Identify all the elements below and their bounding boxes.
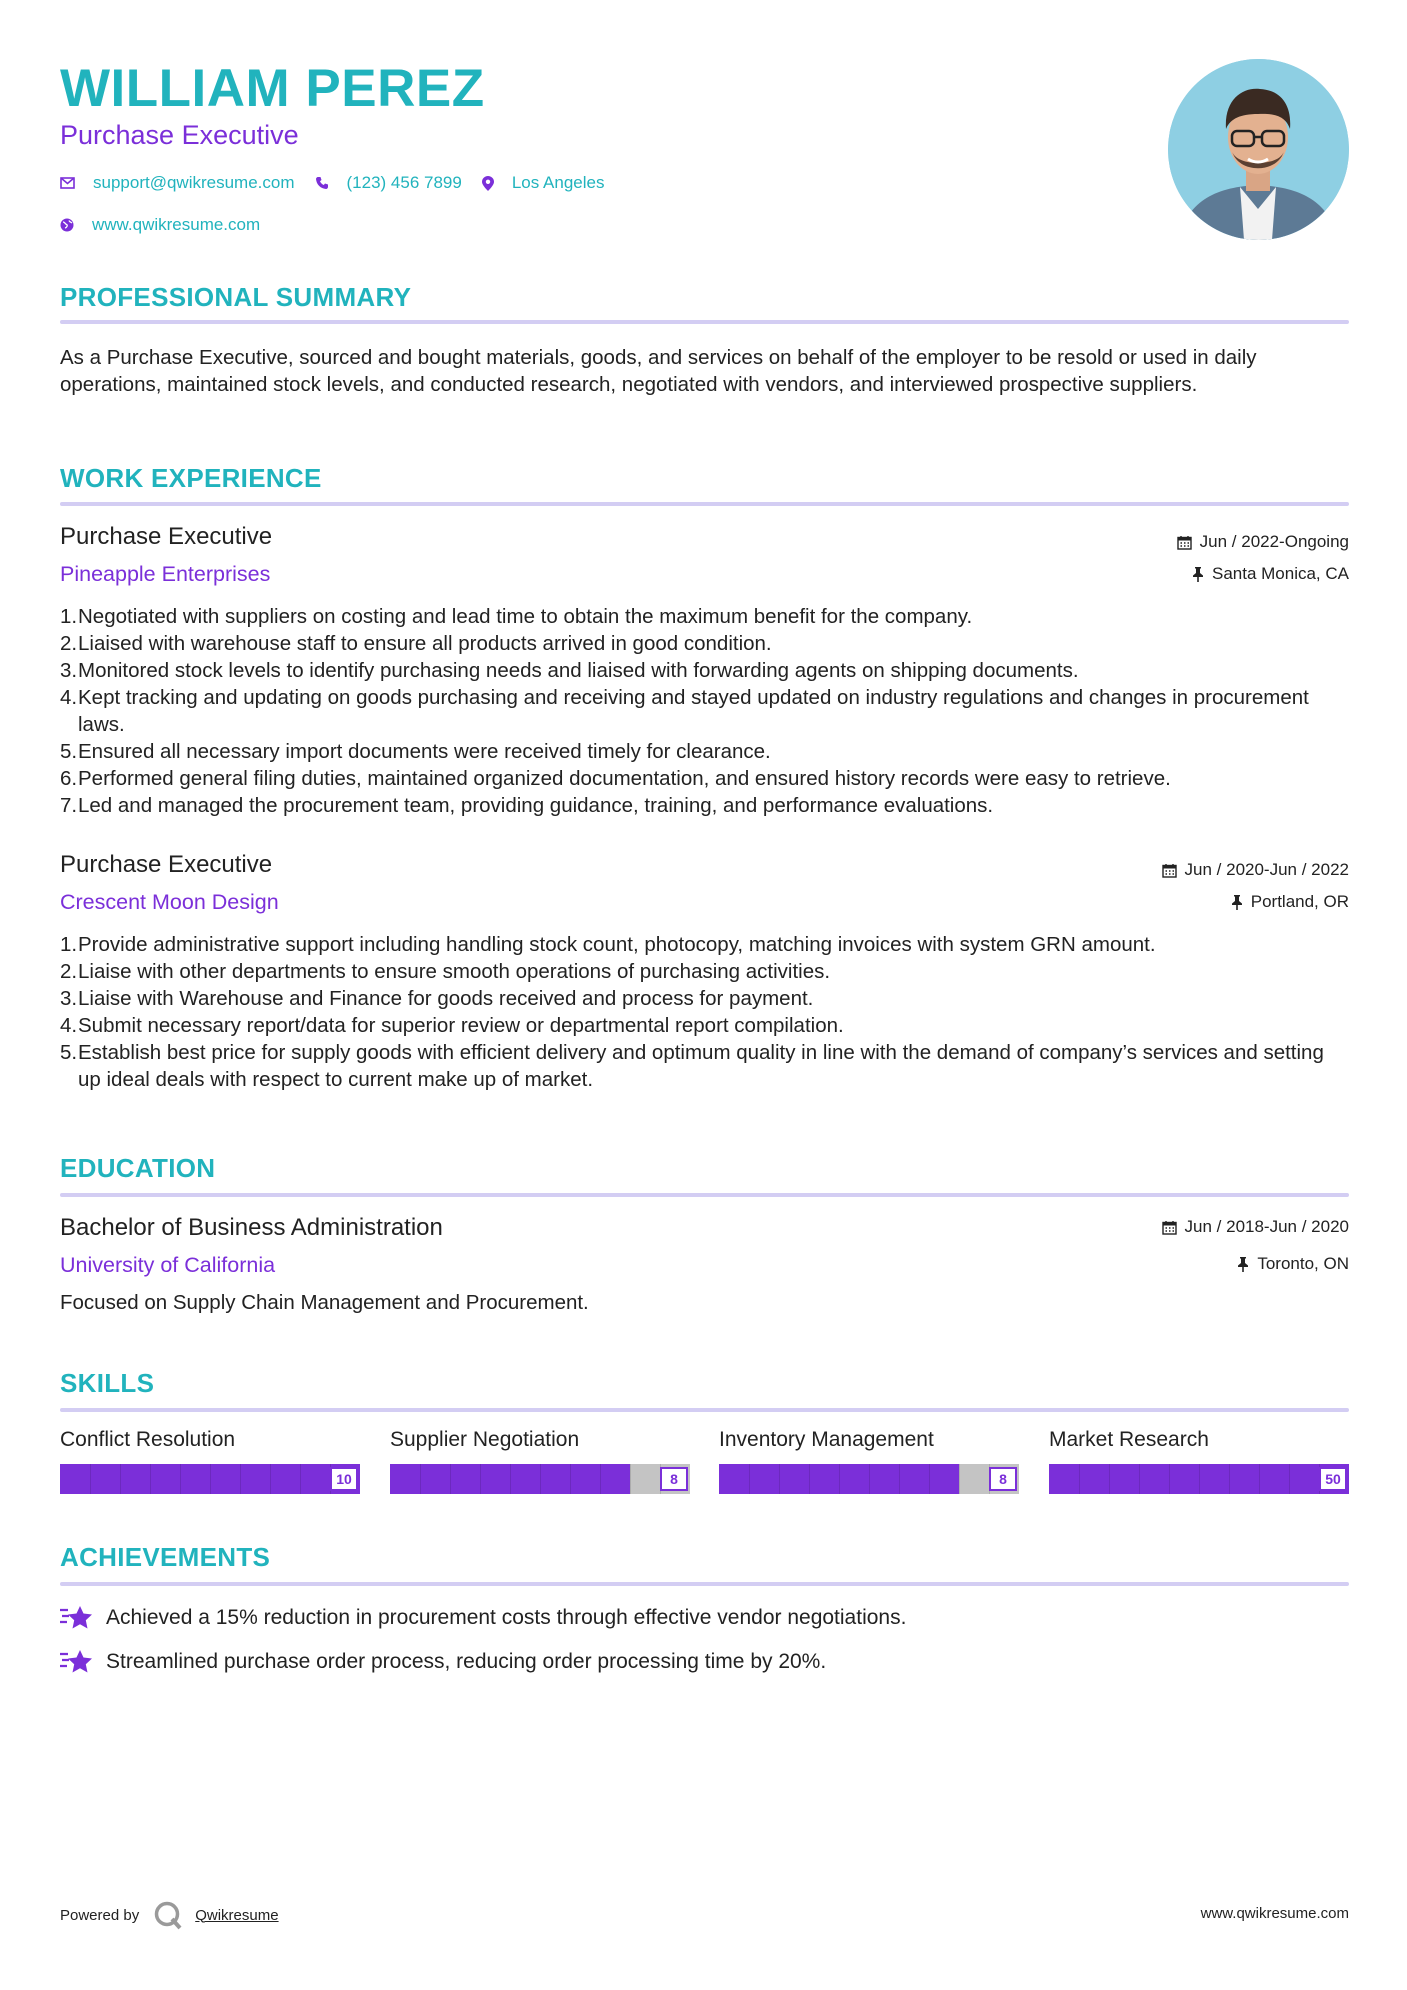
- job-title: Purchase Executive: [60, 523, 273, 550]
- skill-bar-segment: [300, 1464, 301, 1494]
- section-divider: [60, 320, 1349, 324]
- phone-text: (123) 456 7899: [346, 173, 462, 192]
- map-pin-icon: [482, 176, 494, 191]
- skill-item: [60, 1428, 360, 1494]
- skill-level-badge: 8: [660, 1467, 688, 1491]
- list-item: 2. Liaised with warehouse staff to ensure all products arrived in good condition.: [60, 632, 772, 655]
- skill-bar-segment: [1169, 1464, 1170, 1494]
- contact-website[interactable]: [60, 215, 260, 235]
- skill-item: [1049, 1428, 1349, 1494]
- summary-heading: PROFESSIONAL SUMMARY: [60, 282, 412, 312]
- education-dates-text: Jun / 2018-Jun / 2020: [1184, 1217, 1349, 1236]
- list-item: 4. Submit necessary report/data for superior review or departmental report compilation.: [60, 1014, 844, 1037]
- company-name: Crescent Moon Design: [60, 890, 279, 914]
- list-item: 5. Establish best price for supply goods with efficient delivery and optimum quality in line with the demand of company’s services and setting up ideal deals with respect to current make up of market.: [60, 1041, 1324, 1091]
- section-divider: [60, 1582, 1349, 1586]
- job-dates: [1162, 860, 1349, 880]
- skill-bar-segment: [1289, 1464, 1290, 1494]
- degree-title: Bachelor of Business Administration: [60, 1214, 443, 1241]
- skill-level-badge: 50: [1319, 1467, 1347, 1491]
- contact-location: [482, 173, 605, 193]
- skill-bar-segment: [210, 1464, 211, 1494]
- job-location: [1192, 564, 1349, 584]
- school-name: University of California: [60, 1253, 276, 1277]
- skill-bar-segment: [480, 1464, 481, 1494]
- list-item: 4. Kept tracking and updating on goods purchasing and receiving and stayed updated on industry regulations and changes in procurement laws.: [60, 686, 1309, 736]
- skill-name: Market Research: [1049, 1428, 1209, 1451]
- education-dates: [1162, 1217, 1349, 1237]
- job-location: [1231, 892, 1349, 912]
- globe-icon: [60, 218, 74, 232]
- skill-bar: [719, 1464, 1019, 1494]
- profile-photo: [1168, 59, 1349, 240]
- pushpin-icon: [1231, 895, 1243, 910]
- skill-bar-segment: [899, 1464, 900, 1494]
- skill-bar-segment: [1079, 1464, 1080, 1494]
- avatar: [1168, 59, 1349, 240]
- contact-email[interactable]: [60, 173, 295, 193]
- education-location: [1237, 1254, 1349, 1274]
- skill-bar: [1049, 1464, 1349, 1494]
- skill-bar-segment: [1229, 1464, 1230, 1494]
- skill-bar-segment: [510, 1464, 511, 1494]
- skill-item: [390, 1428, 690, 1494]
- contact-row-secondary: [60, 215, 280, 235]
- section-divider: [60, 1193, 1349, 1197]
- skill-bar-segment: [450, 1464, 451, 1494]
- list-item: 1. Provide administrative support including handling stock count, photocopy, matching invoices with system GRN amount.: [60, 933, 1156, 956]
- skill-bar-segment: [600, 1464, 601, 1494]
- skill-bar-segment: [749, 1464, 750, 1494]
- skill-bar-segment: [929, 1464, 930, 1494]
- location-text: Los Angeles: [511, 173, 605, 192]
- skill-bar-segment: [869, 1464, 870, 1494]
- contact-phone[interactable]: [315, 173, 462, 193]
- list-item: 6. Performed general filing duties, maintained organized documentation, and ensured history records were easy to retrieve.: [60, 767, 1171, 790]
- achievement-text: Streamlined purchase order process, reducing order processing time by 20%.: [106, 1650, 827, 1673]
- job-title: Purchase Executive: [60, 851, 273, 878]
- skill-name: Supplier Negotiation: [390, 1428, 580, 1451]
- experience-heading: WORK EXPERIENCE: [60, 463, 322, 493]
- job-responsibilities: [60, 931, 1350, 1093]
- job-location-text: Portland, OR: [1250, 892, 1349, 911]
- footer-website[interactable]: www.qwikresume.com: [1200, 1905, 1349, 1922]
- list-item: 3. Liaise with Warehouse and Finance for goods received and process for payment.: [60, 987, 814, 1010]
- star-badge-icon: [60, 1604, 94, 1632]
- list-item: 3. Monitored stock levels to identify purchasing needs and liaised with forwarding agents on shipping documents.: [60, 659, 1079, 682]
- candidate-name: WILLIAM PEREZ: [60, 59, 485, 118]
- skill-level-badge: 8: [989, 1467, 1017, 1491]
- list-item: 2. Liaise with other departments to ensure smooth operations of purchasing activities.: [60, 960, 831, 983]
- achievement-item: [60, 1648, 826, 1676]
- achievement-item: [60, 1604, 906, 1632]
- star-badge-icon: [60, 1648, 94, 1676]
- skill-bar-segment: [959, 1464, 960, 1494]
- skill-bar: [60, 1464, 360, 1494]
- achievement-text: Achieved a 15% reduction in procurement costs through effective vendor negotiations.: [106, 1606, 907, 1629]
- skills-heading: SKILLS: [60, 1368, 155, 1398]
- skill-bar-segment: [1109, 1464, 1110, 1494]
- company-name: Pineapple Enterprises: [60, 562, 271, 586]
- phone-icon: [315, 176, 329, 190]
- education-description: Focused on Supply Chain Management and Procurement.: [60, 1291, 589, 1314]
- skill-bar-segment: [270, 1464, 271, 1494]
- job-dates-text: Jun / 2022-Ongoing: [1199, 532, 1349, 551]
- list-item: 7. Led and managed the procurement team, providing guidance, training, and performance evaluations.: [60, 794, 994, 817]
- skill-bar-segment: [120, 1464, 121, 1494]
- list-item: 5. Ensured all necessary import documents were received timely for clearance.: [60, 740, 771, 763]
- skill-bar-segment: [779, 1464, 780, 1494]
- job-dates-text: Jun / 2020-Jun / 2022: [1184, 860, 1349, 879]
- calendar-icon: [1177, 535, 1192, 550]
- job-location-text: Santa Monica, CA: [1211, 564, 1349, 583]
- skill-bar-segment: [180, 1464, 181, 1494]
- calendar-icon: [1162, 1220, 1177, 1235]
- job-dates: [1177, 532, 1349, 552]
- contact-row-primary: [60, 173, 624, 193]
- email-icon: [60, 177, 75, 189]
- skill-bar-segment: [570, 1464, 571, 1494]
- skill-bar-segment: [1139, 1464, 1140, 1494]
- skill-name: Conflict Resolution: [60, 1428, 236, 1451]
- skill-level-badge: 10: [330, 1467, 358, 1491]
- job-responsibilities: [60, 603, 1350, 819]
- education-heading: EDUCATION: [60, 1153, 216, 1183]
- list-item: 1. Negotiated with suppliers on costing and lead time to obtain the maximum benefit for the company.: [60, 605, 973, 628]
- skill-bar-segment: [839, 1464, 840, 1494]
- skill-item: [719, 1428, 1019, 1494]
- section-divider: [60, 502, 1349, 506]
- website-text: www.qwikresume.com: [92, 215, 261, 234]
- skill-bar-segment: [809, 1464, 810, 1494]
- skill-bar-segment: [420, 1464, 421, 1494]
- summary-text: As a Purchase Executive, sourced and bought materials, goods, and services on behalf of the employer to be resold or used in daily operations, maintained stock levels, and conducted research, negotiated with vendors, and interviewed prospective suppliers.: [60, 346, 1257, 396]
- skill-bar-segment: [540, 1464, 541, 1494]
- footer-powered-by: [60, 1900, 279, 1930]
- section-divider: [60, 1408, 1349, 1412]
- skill-name: Inventory Management: [719, 1428, 934, 1451]
- brand-link[interactable]: Qwikresume: [195, 1906, 279, 1924]
- skill-bar: [390, 1464, 690, 1494]
- pushpin-icon: [1192, 567, 1204, 582]
- pushpin-icon: [1237, 1257, 1249, 1272]
- skill-bar-segment: [1199, 1464, 1200, 1494]
- skill-bar-segment: [90, 1464, 91, 1494]
- email-text: support@qwikresume.com: [93, 173, 295, 192]
- education-location-text: Toronto, ON: [1257, 1254, 1349, 1273]
- candidate-role: Purchase Executive: [60, 120, 299, 150]
- powered-by-label: Powered by: [60, 1906, 140, 1924]
- skill-bar-segment: [630, 1464, 631, 1494]
- skill-bar-segment: [240, 1464, 241, 1494]
- calendar-icon: [1162, 863, 1177, 878]
- skill-bar-segment: [150, 1464, 151, 1494]
- skill-bar-segment: [1259, 1464, 1260, 1494]
- achievements-heading: ACHIEVEMENTS: [60, 1542, 271, 1572]
- qwikresume-logo-icon: [153, 1900, 183, 1930]
